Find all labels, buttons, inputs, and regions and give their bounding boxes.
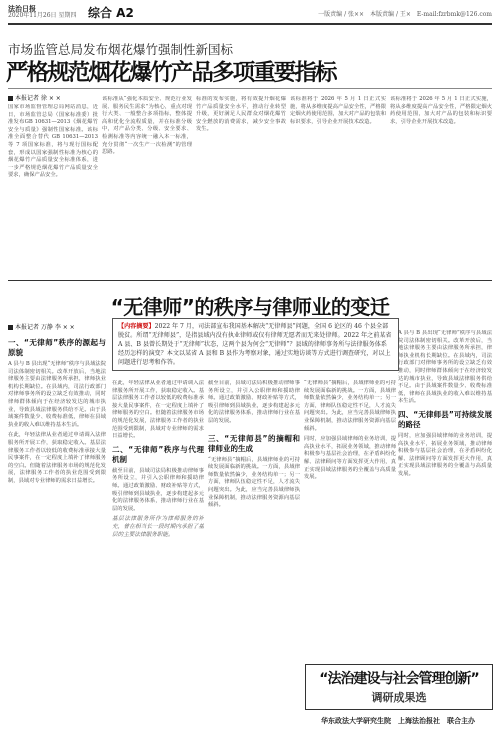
banner-line-1: “法治建设与社会管理创新” [319,671,479,687]
lead-text: 2022 年 7 月，司法部宣布我国基本解决“无律师县”问题，全国 6 论区的 46 个县全部脱贫。所谓“无律师县”，是指县域内没有执业律师或仅有律师无愿者而无来处律师。2022 年之前某省 A 县、B 县曾长期处于“无律师”状态，这两个县为何会“无律师”？县域的律师事务所与法律服务体系经历怎样的演变？本文以某省 A 县和 B 县作为考察对象，通过实地访谈等方式进行调查研究，对以上问题进行思考和作答。 [118,323,392,366]
date-line: 2020年11月26日 星期四 [8,12,77,19]
column-4-text-2: 同时，应加强县域律师的业务培训，提高执业水平，拓展业务领域，推动律师积极参与基层社会治理，在矛盾纠纷化解、法律顾问等方面发挥更大作用，真正实现县域法律服务的全覆盖与高质量发展。 [304,436,396,481]
column-3-text-2: “无律师县”摘帽后，县域律师业的可持续发展面临新的挑战。一方面，县域律师数量依然偏少，业务结构单一；另一方面，律师队伍稳定性不足，人才流失问题突出。为此，应当完善县域律师执业保障机制，推动法律服务资源向基层倾斜。 [208,456,300,509]
lead-tag: 【内容摘要】 [118,323,155,330]
column-4-text: “无律师县”摘帽后，县域律师业的可持续发展面临新的挑战。一方面，县域律师数量依然偏少，业务结构单一；另一方面，律师队伍稳定性不足，人才流失问题突出。为此，应当完善县域律师执业保障机制，推动法律服务资源向基层倾斜。 [304,380,396,432]
article2-title: “无律师”的秩序与律师业的变迁 [110,295,390,319]
subhead-4: 四、“无律师县”可持续发展的路径 [398,409,492,429]
subhead-2: 二、“无律师”秩序与代理机制 [112,444,204,464]
article2-column-5 [398,330,492,660]
masthead [8,3,492,23]
column-1-text-2: 在此，年轻法律从业者通过申请调入法律服务所开展工作，获取稳定收入。基层法律服务工作者以较低的收费标准承接大量民事案件，在一定程度上填补了律师服务的空白。但随着法律服务市场的规范化发展，法律服务工作者的执业范围受到限制，县域对专业律师的需求日益增长。 [8,432,106,484]
banner-line-2: 调研成果选 [371,691,427,704]
subhead-1: 一、“无律师”秩序的源起与原貌 [8,338,106,357]
section-divider [8,280,492,281]
article1-column-1: 国家市场监督管理总局网站消息，近日，市场监管总局（国家标准委）批准发布GB 10631—2013《烟花爆竹 安全与质量》强制性国家标准。该标准全面整合替代 GB 10631—2013 等 7 项国家标准，将与现行国标配套，形成以国家强制性标准为核心的烟花爆竹产品质量安全标准体系，进一步严格规范烟花爆竹产品质量安全要求，确保产品安全。 [8,104,98,179]
pull-quote: 基层法律服务所作为律师服务的补充，曾在相当长一段时期内承担了基层的主要法律服务职能。 [112,516,204,538]
column-2-text: 在此，年轻法律从业者通过申请调入法律服务所开展工作，获取稳定收入。基层法律服务工作者以较低的收费标准承接大量民事案件，在一定程度上填补了律师服务的空白。但随着法律服务市场的规范化发展，法律服务工作者的执业范围受到限制，县域对专业律师的需求日益增长。 [112,380,204,440]
section-label: 综合 A2 [88,6,134,20]
article2-column-2 [112,380,204,745]
banner-footer: 华东政法大学研究生院 上海法治报社 联合主办 [321,717,475,725]
article1-byline: 本报记者 徐 × × [8,93,61,102]
column-3-text: 截至目前，县域司法局积极推动律师事务所设立，并引入公职律师和援助律师。通过政策激励、财政补贴等方式，吸引律师到县域执业，逐步构建起多元化的法律服务体系，推动律师行业在基层的发展。 [208,380,300,424]
masthead-rule [8,23,492,25]
article2-column-1 [8,334,106,744]
column-5-text: A 县与 B 县出现“无律师”秩序与县域法院司法体制密切相关。改革开放后，当地法律服务主要由法律服务所承担，律师执业机构长期缺位。在县域内，司法行政部门对律师事务所的设立缺乏有效推动，同时律师群体倾向于在经济较发达的城市执业，导致县域法律服务供给不足。由于县域案件数量少、收费标准低，律师在县域执业的收入难以维持基本生活。 [398,330,492,405]
byline-square-icon [8,325,13,330]
article1-column-5: 该标准将于 2026 年 5 月 1 日正式实施，将从多维度提高产品安全性，严格限定烟火药使用范围，加大对产品的包装和标识要求，引导企业开展技术改造。 [390,96,492,125]
paper-name-and-date [8,5,76,19]
paper-name: 法治日报 [8,4,36,13]
article2-lead-box [112,318,399,371]
editor-line: 一版责编 / 张×× 本版责编 / 王× E-mail:fzrbmk@126.com [318,11,492,18]
column-1-text: A 县与 B 县出现“无律师”秩序与县域法院司法体制密切相关。改革开放后，当地法律服务主要由法律服务所承担，律师执业机构长期缺位。在县域内，司法行政部门对律师事务所的设立缺乏有效推动，同时律师群体倾向于在经济较发达的城市执业，导致县域法律服务供给不足。由于县域案件数量少、收费标准低，律师在县域执业的收入难以维持基本生活。 [8,361,106,428]
column-5-text-2: 同时，应加强县域律师的业务培训，提高执业水平，拓展业务领域，推动律师积极参与基层社会治理，在矛盾纠纷化解、法律顾问等方面发挥更大作用，真正实现县域法律服务的全覆盖与高质量发展。 [398,432,492,477]
byline-square-icon [8,96,13,101]
article2-byline: 本报记者 万静 李 × × [8,322,75,331]
article2-column-4 [304,380,396,660]
subhead-3: 三、“无律师县”的摘帽和律师业的生成 [208,433,300,453]
article1-column-3: 标准的发布实施，将有效提升烟花爆竹产品质量安全水平，推动行业转型升级，更好满足人民群众对烟花爆竹安全燃放的消费需求，减少安全事故发生。 [196,96,286,133]
article2-column-3 [208,380,300,745]
article1-column-2: 该标准从“强化本质安全、规范行业发展、服务民生需求”为核心，重点对现行大类、一般整合多项指标，整体提高和优化全流程质量，并在标准分级中，对产品分类、分级、安全要求、检测标准等内容统一融入本一标准，充分贯彻“一次生产一次检测”的管理思路。 [102,96,192,156]
article1-kicker: 市场监管总局发布烟花爆竹强制性新国标 [8,42,234,57]
article1-headline: 严格规范烟花爆竹产品多项重要指标 [6,60,336,86]
headline-rule [8,88,492,89]
series-banner [305,664,493,710]
article1-column-4: 该标准将于 2026 年 5 月 1 日正式实施，将从多维度提高产品安全性，严格限定烟火药使用范围，加大对产品的包装和标识要求，引导企业开展技术改造。 [290,96,386,125]
column-2-text-2: 截至目前，县域司法局积极推动律师事务所设立，并引入公职律师和援助律师。通过政策激励、财政补贴等方式，吸引律师到县域执业，逐步构建起多元化的法律服务体系，推动律师行业在基层的发展。 [112,467,204,512]
